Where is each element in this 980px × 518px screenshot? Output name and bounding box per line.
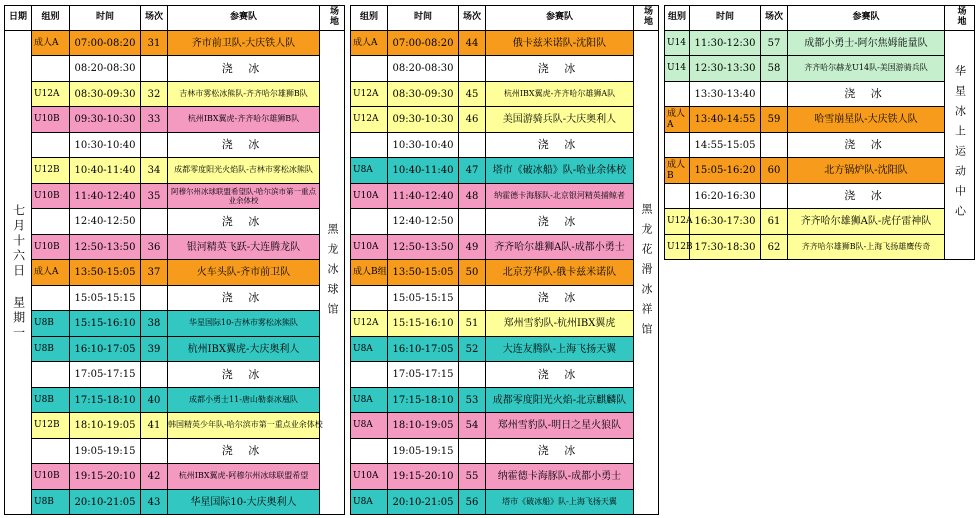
group-cell: 成人B <box>665 158 690 184</box>
group-cell: U14 <box>665 56 690 82</box>
table-header-row <box>5 6 345 31</box>
group-cell-empty <box>665 183 690 209</box>
header-venue: 场地 <box>320 6 345 31</box>
time-cell: 08:20-08:30 <box>388 56 459 82</box>
group-cell: U12B <box>32 413 70 439</box>
time-cell: 15:05-15:15 <box>388 285 459 311</box>
match-row <box>351 234 659 260</box>
time-cell: 20:10-21:05 <box>388 489 459 515</box>
group-cell: U12A <box>351 81 388 107</box>
time-cell: 18:10-19:05 <box>388 413 459 439</box>
time-cell: 10:40-11:40 <box>388 158 459 184</box>
match-row <box>665 158 975 184</box>
venue-cell: 黑龙花滑冰祥馆 <box>634 30 659 515</box>
teams-cell: 齐市前卫队-大庆铁人队 <box>168 30 320 56</box>
teams-cell: 杭州IBX翼虎-大庆奥利人 <box>168 336 320 362</box>
date-cell: 七月十六日 星期一 <box>5 30 32 515</box>
match-row <box>665 209 975 235</box>
venue-cell: 黑龙冰球馆 <box>320 30 345 515</box>
ice-resurfacing-row <box>5 438 345 464</box>
match-row <box>5 489 345 515</box>
match-row <box>5 81 345 107</box>
teams-cell: 成都小勇士-阿尔焦姆能量队 <box>788 30 945 56</box>
teams-cell: 塔市《破冰船》队-哈业余体校 <box>486 158 634 184</box>
header-venue: 场地 <box>634 6 659 31</box>
teams-cell: 银河精英飞跃-大连腾龙队 <box>168 234 320 260</box>
ice-resurfacing-row <box>351 362 659 388</box>
group-cell-empty <box>351 362 388 388</box>
teams-cell: 纳霍德卡海豚队-成都小勇士 <box>486 464 634 490</box>
teams-cell: 华星国际10-大庆奥利人 <box>168 489 320 515</box>
ice-resurfacing-label: 浇 冰 <box>486 56 634 82</box>
group-cell-empty <box>665 81 690 107</box>
time-cell: 17:05-17:15 <box>70 362 141 388</box>
group-cell: U8A <box>351 158 388 184</box>
group-cell: U10A <box>351 183 388 209</box>
header-match-no: 场次 <box>141 6 168 31</box>
group-cell-empty <box>351 56 388 82</box>
time-cell: 15:05-16:20 <box>690 158 761 184</box>
time-cell: 12:30-13:30 <box>690 56 761 82</box>
header-time: 时间 <box>690 6 761 31</box>
match-no-cell: 38 <box>141 311 168 337</box>
match-row <box>351 464 659 490</box>
teams-cell: 郑州雪豹队-明日之星火狼队 <box>486 413 634 439</box>
match-row <box>351 489 659 515</box>
header-teams: 参赛队 <box>168 6 320 31</box>
match-row <box>665 30 975 56</box>
time-cell: 19:05-19:15 <box>388 438 459 464</box>
group-cell: 成人A <box>32 260 70 286</box>
teams-cell: 阿穆尔州冰球联盟希望队-哈尔滨市第一重点业余体校 <box>168 183 320 209</box>
header-date: 日期 <box>5 6 32 31</box>
time-cell: 19:15-20:10 <box>388 464 459 490</box>
group-cell: 成人A <box>351 30 388 56</box>
match-row <box>665 107 975 133</box>
ice-resurfacing-row <box>351 285 659 311</box>
teams-cell: 吉林市雾松冰熊队-齐齐哈尔雄狮B队 <box>168 81 320 107</box>
group-cell: U12B <box>32 158 70 184</box>
match-row <box>5 234 345 260</box>
match-no-cell: 49 <box>459 234 486 260</box>
ice-resurfacing-row <box>5 209 345 235</box>
ice-resurfacing-row <box>5 285 345 311</box>
group-cell: 成人A <box>32 30 70 56</box>
ice-resurfacing-label: 浇 冰 <box>788 183 945 209</box>
teams-cell: 成都零度阳光火焰队-吉林市雾松冰熊队 <box>168 158 320 184</box>
header-teams: 参赛队 <box>788 6 945 31</box>
teams-cell: 郑州雪豹队-杭州IBX翼虎 <box>486 311 634 337</box>
time-cell: 12:50-13:50 <box>388 234 459 260</box>
match-row <box>351 30 659 56</box>
time-cell: 14:55-15:05 <box>690 132 761 158</box>
match-no-cell: 57 <box>761 30 788 56</box>
ice-resurfacing-label: 浇 冰 <box>168 362 320 388</box>
match-no-cell: 47 <box>459 158 486 184</box>
header-group: 组别 <box>32 6 70 31</box>
time-cell: 13:50-15:05 <box>70 260 141 286</box>
match-no-cell-empty <box>141 438 168 464</box>
time-cell: 08:20-08:30 <box>70 56 141 82</box>
match-no-cell: 37 <box>141 260 168 286</box>
ice-resurfacing-label: 浇 冰 <box>168 285 320 311</box>
time-cell: 08:30-09:30 <box>70 81 141 107</box>
time-cell: 16:20-16:30 <box>690 183 761 209</box>
group-cell: U8A <box>351 489 388 515</box>
group-cell-empty <box>32 56 70 82</box>
ice-resurfacing-label: 浇 冰 <box>486 209 634 235</box>
group-cell-empty <box>32 132 70 158</box>
match-row <box>5 30 345 56</box>
match-no-cell-empty <box>459 438 486 464</box>
match-no-cell: 41 <box>141 413 168 439</box>
time-cell: 10:40-11:40 <box>70 158 141 184</box>
header-match-no: 场次 <box>761 6 788 31</box>
match-no-cell: 61 <box>761 209 788 235</box>
match-row <box>5 336 345 362</box>
match-row <box>5 158 345 184</box>
ice-resurfacing-row <box>5 56 345 82</box>
group-cell: U10B <box>32 234 70 260</box>
group-cell: U10B <box>32 183 70 209</box>
time-cell: 08:30-09:30 <box>388 81 459 107</box>
table-header-row <box>665 6 975 31</box>
time-cell: 17:30-18:30 <box>690 234 761 260</box>
time-cell: 09:30-10:30 <box>70 107 141 133</box>
teams-cell: 美国游骑兵队-大庆奥利人 <box>486 107 634 133</box>
time-cell: 13:30-13:40 <box>690 81 761 107</box>
group-cell-empty <box>351 209 388 235</box>
match-no-cell: 45 <box>459 81 486 107</box>
time-cell: 10:30-10:40 <box>388 132 459 158</box>
group-cell: U12A <box>351 107 388 133</box>
match-no-cell: 34 <box>141 158 168 184</box>
teams-cell: 哈雪崩星队-大庆铁人队 <box>788 107 945 133</box>
teams-cell: 俄卡兹米诺队-沈阳队 <box>486 30 634 56</box>
match-no-cell: 32 <box>141 81 168 107</box>
group-cell: 成人A <box>665 107 690 133</box>
teams-cell: 杭州IBX翼虎-齐齐哈尔雄狮A队 <box>486 81 634 107</box>
time-cell: 19:15-20:10 <box>70 464 141 490</box>
group-cell: U8A <box>351 336 388 362</box>
ice-resurfacing-row <box>665 183 975 209</box>
teams-cell: 成都小勇士11-唐山勒泰冰凰队 <box>168 387 320 413</box>
time-cell: 11:40-12:40 <box>70 183 141 209</box>
time-cell: 12:40-12:50 <box>388 209 459 235</box>
teams-cell: 北京芳华队-俄卡兹米诺队 <box>486 260 634 286</box>
match-row <box>5 464 345 490</box>
teams-cell: 韩国精英少年队-哈尔滨市第一重点业余体校 <box>168 413 320 439</box>
match-no-cell: 59 <box>761 107 788 133</box>
time-cell: 09:30-10:30 <box>388 107 459 133</box>
teams-cell: 齐齐哈尔雄狮A队-虎仔雷神队 <box>788 209 945 235</box>
ice-resurfacing-label: 浇 冰 <box>168 209 320 235</box>
match-row <box>351 413 659 439</box>
schedule-table-rink-1 <box>4 5 345 515</box>
match-no-cell: 43 <box>141 489 168 515</box>
match-row <box>5 413 345 439</box>
ice-resurfacing-label: 浇 冰 <box>486 132 634 158</box>
match-no-cell: 60 <box>761 158 788 184</box>
schedule-table-rink-2 <box>350 5 659 515</box>
ice-resurfacing-row <box>351 56 659 82</box>
ice-resurfacing-label: 浇 冰 <box>168 438 320 464</box>
group-cell-empty <box>32 438 70 464</box>
match-no-cell: 40 <box>141 387 168 413</box>
time-cell: 11:30-12:30 <box>690 30 761 56</box>
header-group: 组别 <box>665 6 690 31</box>
table-header-row <box>351 6 659 31</box>
ice-resurfacing-label: 浇 冰 <box>486 438 634 464</box>
ice-resurfacing-row <box>351 209 659 235</box>
group-cell-empty <box>32 362 70 388</box>
match-row <box>351 81 659 107</box>
match-row <box>351 311 659 337</box>
match-no-cell-empty <box>761 132 788 158</box>
time-cell: 10:30-10:40 <box>70 132 141 158</box>
match-no-cell: 42 <box>141 464 168 490</box>
time-cell: 15:15-16:10 <box>70 311 141 337</box>
group-cell: U8A <box>351 413 388 439</box>
time-cell: 17:15-18:10 <box>70 387 141 413</box>
teams-cell: 大连友腾队-上海飞扬天翼 <box>486 336 634 362</box>
ice-resurfacing-label: 浇 冰 <box>486 362 634 388</box>
teams-cell: 杭州IBX翼虎-阿穆尔州冰球联盟希望 <box>168 464 320 490</box>
time-cell: 12:40-12:50 <box>70 209 141 235</box>
ice-resurfacing-row <box>351 438 659 464</box>
group-cell: U8B <box>32 336 70 362</box>
teams-cell: 齐齐哈尔雄狮B队-上海飞扬雄鹰传奇 <box>788 234 945 260</box>
ice-resurfacing-label: 浇 冰 <box>788 132 945 158</box>
time-cell: 19:05-19:15 <box>70 438 141 464</box>
group-cell-empty <box>351 438 388 464</box>
ice-resurfacing-label: 浇 冰 <box>788 81 945 107</box>
group-cell: 成人B组 <box>351 260 388 286</box>
time-cell: 20:10-21:05 <box>70 489 141 515</box>
match-row <box>5 311 345 337</box>
schedule-table-rink-3 <box>664 5 975 260</box>
ice-resurfacing-label: 浇 冰 <box>168 56 320 82</box>
match-no-cell-empty <box>761 81 788 107</box>
match-no-cell: 39 <box>141 336 168 362</box>
group-cell: U10A <box>351 464 388 490</box>
time-cell: 07:00-08:20 <box>388 30 459 56</box>
match-no-cell: 55 <box>459 464 486 490</box>
group-cell: U14 <box>665 30 690 56</box>
group-cell-empty <box>32 209 70 235</box>
match-no-cell-empty <box>459 132 486 158</box>
time-cell: 12:50-13:50 <box>70 234 141 260</box>
match-row <box>5 107 345 133</box>
match-row <box>351 336 659 362</box>
header-time: 时间 <box>70 6 141 31</box>
match-no-cell: 36 <box>141 234 168 260</box>
header-time: 时间 <box>388 6 459 31</box>
ice-resurfacing-row <box>5 362 345 388</box>
match-no-cell: 54 <box>459 413 486 439</box>
time-cell: 15:15-16:10 <box>388 311 459 337</box>
match-no-cell-empty <box>141 285 168 311</box>
match-no-cell: 51 <box>459 311 486 337</box>
match-no-cell: 56 <box>459 489 486 515</box>
time-cell: 16:30-17:30 <box>690 209 761 235</box>
group-cell: U12A <box>665 209 690 235</box>
teams-cell: 纳霍德卡海豚队-北京银河精英捕鲸者 <box>486 183 634 209</box>
group-cell: U12B <box>665 234 690 260</box>
group-cell-empty <box>32 285 70 311</box>
ice-resurfacing-row <box>5 132 345 158</box>
match-row <box>351 260 659 286</box>
match-no-cell: 53 <box>459 387 486 413</box>
match-no-cell: 44 <box>459 30 486 56</box>
teams-cell: 齐齐哈尔赫龙U14队-美国游骑兵队 <box>788 56 945 82</box>
group-cell: U10B <box>32 107 70 133</box>
match-no-cell: 52 <box>459 336 486 362</box>
time-cell: 18:10-19:05 <box>70 413 141 439</box>
match-no-cell: 58 <box>761 56 788 82</box>
time-cell: 13:40-14:55 <box>690 107 761 133</box>
time-cell: 17:05-17:15 <box>388 362 459 388</box>
group-cell-empty <box>351 132 388 158</box>
header-match-no: 场次 <box>459 6 486 31</box>
match-no-cell: 46 <box>459 107 486 133</box>
match-no-cell-empty <box>459 285 486 311</box>
match-no-cell: 50 <box>459 260 486 286</box>
match-row <box>5 387 345 413</box>
match-row <box>351 107 659 133</box>
teams-cell: 塔市《破冰船》队-上海飞扬天翼 <box>486 489 634 515</box>
match-row <box>351 183 659 209</box>
ice-resurfacing-label: 浇 冰 <box>486 285 634 311</box>
match-no-cell-empty <box>141 209 168 235</box>
group-cell-empty <box>351 285 388 311</box>
group-cell: U10A <box>351 234 388 260</box>
time-cell: 16:10-17:05 <box>70 336 141 362</box>
match-row <box>5 260 345 286</box>
group-cell: U8B <box>32 489 70 515</box>
group-cell: U12A <box>32 81 70 107</box>
group-cell: U10B <box>32 464 70 490</box>
match-row <box>5 183 345 209</box>
match-no-cell: 33 <box>141 107 168 133</box>
time-cell: 17:15-18:10 <box>388 387 459 413</box>
group-cell: U8B <box>32 311 70 337</box>
match-row <box>351 158 659 184</box>
ice-resurfacing-row <box>665 81 975 107</box>
match-no-cell-empty <box>459 362 486 388</box>
ice-resurfacing-row <box>351 132 659 158</box>
group-cell-empty <box>665 132 690 158</box>
teams-cell: 火车头队-齐市前卫队 <box>168 260 320 286</box>
match-no-cell-empty <box>141 362 168 388</box>
match-no-cell: 48 <box>459 183 486 209</box>
time-cell: 13:50-15:05 <box>388 260 459 286</box>
venue-cell: 华星冰上运动中心 <box>945 30 975 260</box>
header-group: 组别 <box>351 6 388 31</box>
time-cell: 07:00-08:20 <box>70 30 141 56</box>
time-cell: 16:10-17:05 <box>388 336 459 362</box>
teams-cell: 北方锅炉队-沈阳队 <box>788 158 945 184</box>
time-cell: 11:40-12:40 <box>388 183 459 209</box>
match-no-cell: 31 <box>141 30 168 56</box>
teams-cell: 齐齐哈尔雄狮A队-成都小勇士 <box>486 234 634 260</box>
match-no-cell-empty <box>459 209 486 235</box>
time-cell: 15:05-15:15 <box>70 285 141 311</box>
match-no-cell: 62 <box>761 234 788 260</box>
teams-cell: 华星国际10-吉林市雾松冰熊队 <box>168 311 320 337</box>
teams-cell: 成都零度阳光火焰-北京麒麟队 <box>486 387 634 413</box>
match-no-cell-empty <box>459 56 486 82</box>
match-no-cell-empty <box>141 56 168 82</box>
match-no-cell: 35 <box>141 183 168 209</box>
header-teams: 参赛队 <box>486 6 634 31</box>
match-row <box>665 234 975 260</box>
teams-cell: 杭州IBX翼虎-齐齐哈尔雄狮B队 <box>168 107 320 133</box>
group-cell: U8A <box>351 387 388 413</box>
ice-resurfacing-label: 浇 冰 <box>168 132 320 158</box>
match-no-cell-empty <box>141 132 168 158</box>
group-cell: U12A <box>351 311 388 337</box>
match-no-cell-empty <box>761 183 788 209</box>
match-row <box>351 387 659 413</box>
match-row <box>665 56 975 82</box>
header-venue: 场地 <box>945 6 975 31</box>
ice-resurfacing-row <box>665 132 975 158</box>
group-cell: U8B <box>32 387 70 413</box>
